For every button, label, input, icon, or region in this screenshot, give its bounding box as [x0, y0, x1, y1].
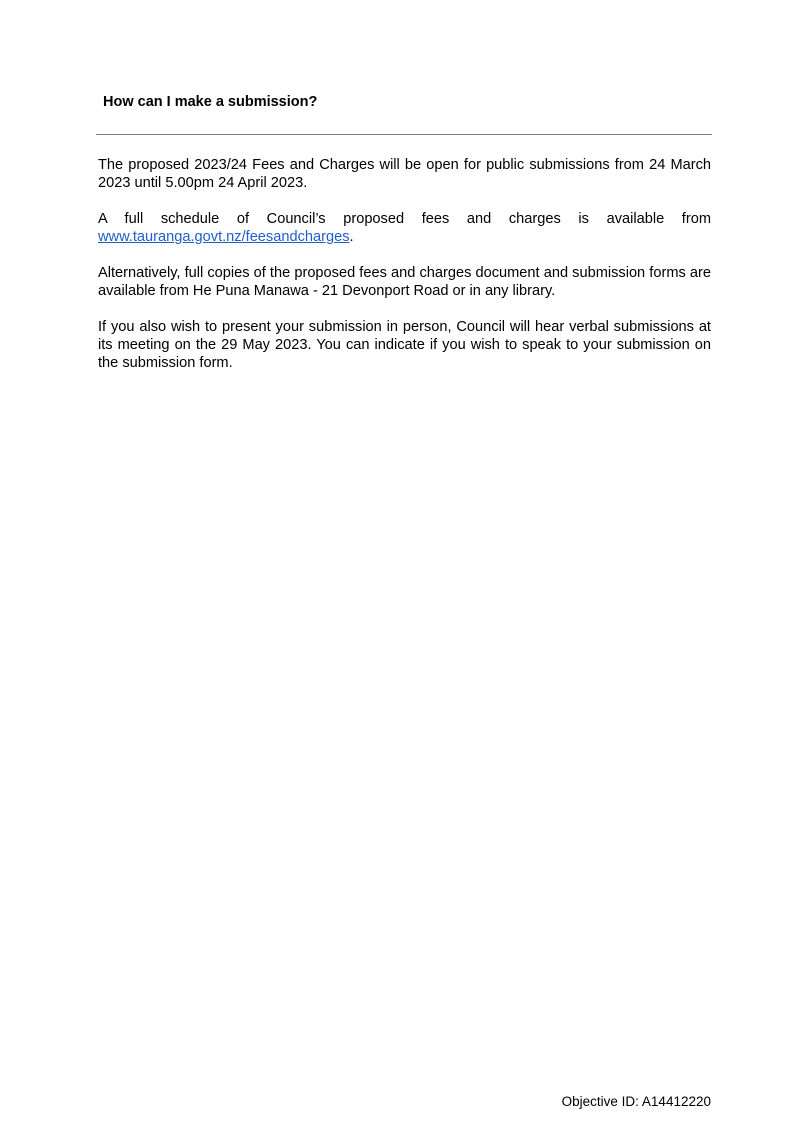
- paragraph-verbal-submissions: If you also wish to present your submission in person, Council will hear verbal submissions at its meeting on the 29 May 2023. You can indicate if you wish to speak to your submission on the submission form.: [98, 319, 711, 371]
- paragraph-schedule-text: A full schedule of Council’s proposed fees and charges is available from: [98, 211, 711, 227]
- horizontal-rule: [96, 134, 712, 135]
- paragraph-schedule-end: .: [349, 229, 354, 245]
- paragraph-document-copies: Alternatively, full copies of the proposed fees and charges document and submission forms are available from He Puna Manawa - 21 Devonport Road or in any library.: [98, 265, 711, 299]
- section-heading: How can I make a submission?: [103, 94, 318, 110]
- objective-id-footer: Objective ID: A14412220: [561, 1094, 711, 1109]
- paragraph-submission-period: The proposed 2023/24 Fees and Charges will be open for public submissions from 24 March 2023 until 5.00pm 24 April 2023.: [98, 157, 711, 191]
- paragraph-schedule-availability: [98, 210, 711, 246]
- fees-and-charges-link[interactable]: www.tauranga.govt.nz/feesandcharges: [98, 229, 350, 245]
